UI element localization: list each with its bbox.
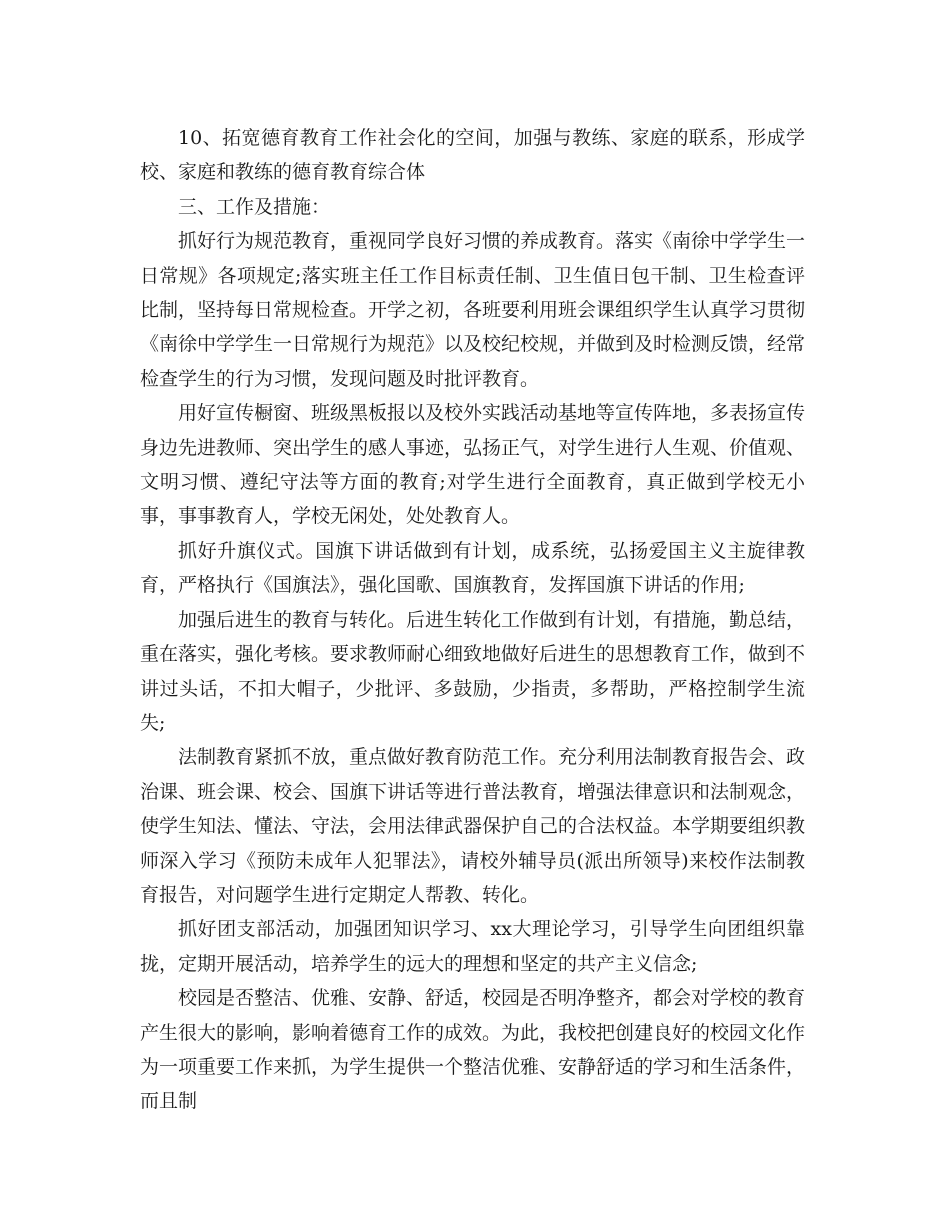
paragraph-publicity: 用好宣传橱窗、班级黑板报以及校外实践活动基地等宣传阵地，多表扬宣传身边先进教师、突出学生的感人事迹，弘扬正气，对学生进行人生观、价值观、文明习惯、遵纪守法等方面的教育;对学生进行全面教育，真正做到学校无小事，事事教育人，学校无闲处，处处教育人。 — [140, 402, 806, 528]
paragraph-campus-culture: 校园是否整洁、优雅、安静、舒适，校园是否明净整齐，都会对学校的教育产生很大的影响，影响着德育工作的成效。为此，我校把创建良好的校园文化作为一项重要工作来抓，为学生提供一个整洁优雅、安静舒适的学习和生活条件，而且制 — [140, 987, 806, 1113]
paragraph-goal-10: 10、拓宽德育教育工作社会化的空间，加强与教练、家庭的联系，形成学校、家庭和教练的德育教育综合体 — [140, 127, 805, 184]
section-heading-measures: 三、工作及措施： — [178, 195, 331, 218]
paragraph-league-branch: 抓好团支部活动，加强团知识学习、xx大理论学习，引导学生向团组织靠拢，定期开展活动，培养学生的远大的理想和坚定的共产主义信念; — [140, 918, 805, 975]
paragraph-behavior-norms: 抓好行为规范教育，重视同学良好习惯的养成教育。落实《南徐中学学生一日常规》各项规定;落实班主任工作目标责任制、卫生值日包干制、卫生检查评比制，坚持每日常规检查。开学之初，各班要利用班会课组织学生认真学习贯彻《南徐中学学生一日常规行为规范》以及校纪校规，并做到及时检测反馈，经常检查学生的行为习惯，发现问题及时批评教育。 — [140, 230, 806, 390]
paragraph-legal-education: 法制教育紧抓不放，重点做好教育防范工作。充分利用法制教育报告会、政治课、班会课、校会、国旗下讲话等进行普法教育，增强法律意识和法制观念，使学生知法、懂法、守法，会用法律武器保护自己的合法权益。本学期要组织教师深入学习《预防未成年人犯罪法》，请校外辅导员(派出所领导)来校作法制教育报告，对问题学生进行定期定人帮教、转化。 — [140, 746, 806, 906]
paragraph-flag-ceremony: 抓好升旗仪式。国旗下讲话做到有计划，成系统，弘扬爱国主义主旋律教育，严格执行《国旗法》，强化国歌、国旗教育，发挥国旗下讲话的作用; — [140, 539, 805, 597]
paragraph-underachievers: 加强后进生的教育与转化。后进生转化工作做到有计划，有措施，勤总结，重在落实，强化考核。要求教师耐心细致地做好后进生的思想教育工作，做到不讲过头话，不扣大帽子，少批评、多鼓励，少指责，多帮助，严格控制学生流失; — [140, 608, 806, 734]
